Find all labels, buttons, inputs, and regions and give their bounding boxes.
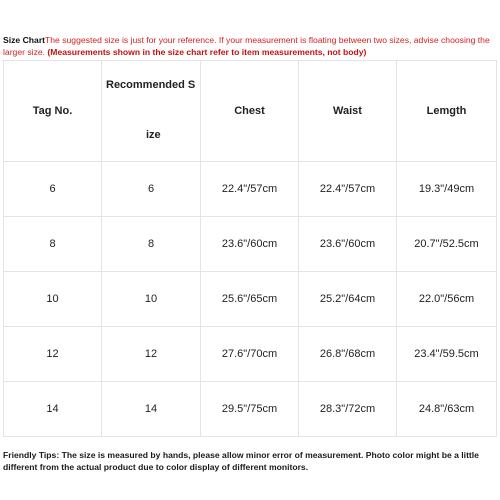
- column-header-waist: Waist: [299, 61, 397, 162]
- cell-waist: 23.6"/60cm: [299, 217, 397, 272]
- column-header-recommended: [102, 61, 201, 162]
- cell-recommended: 10: [102, 272, 201, 327]
- cell-recommended: 12: [102, 327, 201, 382]
- cell-tag: 12: [4, 327, 102, 382]
- cell-chest: 27.6"/70cm: [201, 327, 299, 382]
- cell-tag: 6: [4, 162, 102, 217]
- cell-length: 23.4"/59.5cm: [397, 327, 497, 382]
- cell-length: 24.8"/63cm: [397, 382, 497, 437]
- column-header-chest: Chest: [201, 61, 299, 162]
- friendly-tips: Friendly Tips: The size is measured by hands, please allow minor error of measurement. Photo color might be a little different from the actual product due to color display of different monitors.: [3, 450, 479, 472]
- cell-recommended: 8: [102, 217, 201, 272]
- table-row: [4, 162, 497, 217]
- cell-chest: 29.5"/75cm: [201, 382, 299, 437]
- column-header-recommended-line1: Recommended S: [106, 79, 196, 91]
- cell-length: 19.3"/49cm: [397, 162, 497, 217]
- size-chart-header: [3, 34, 497, 58]
- column-header-recommended-line2: ize: [146, 129, 161, 141]
- column-header-tag: Tag No.: [4, 61, 102, 162]
- cell-waist: 22.4"/57cm: [299, 162, 397, 217]
- table-header-row: [4, 61, 497, 162]
- cell-waist: 26.8"/68cm: [299, 327, 397, 382]
- cell-tag: 8: [4, 217, 102, 272]
- cell-length: 22.0"/56cm: [397, 272, 497, 327]
- cell-waist: 28.3"/72cm: [299, 382, 397, 437]
- size-advice-note: The suggested size is just for your reference. If your measurement is floating between two sizes, advise choosing the larger size.: [3, 35, 490, 57]
- size-table: [3, 60, 497, 437]
- cell-waist: 25.2"/64cm: [299, 272, 397, 327]
- table-row: [4, 327, 497, 382]
- table-row: [4, 272, 497, 327]
- table-row: [4, 382, 497, 437]
- cell-length: 20.7"/52.5cm: [397, 217, 497, 272]
- cell-recommended: 14: [102, 382, 201, 437]
- measurement-note: (Measurements shown in the size chart refer to item measurements, not body): [47, 47, 367, 57]
- cell-chest: 25.6"/65cm: [201, 272, 299, 327]
- cell-recommended: 6: [102, 162, 201, 217]
- cell-chest: 22.4"/57cm: [201, 162, 299, 217]
- column-header-length: Lemgth: [397, 61, 497, 162]
- size-chart-title: Size Chart: [3, 35, 46, 45]
- cell-tag: 10: [4, 272, 102, 327]
- cell-chest: 23.6"/60cm: [201, 217, 299, 272]
- table-row: [4, 217, 497, 272]
- cell-tag: 14: [4, 382, 102, 437]
